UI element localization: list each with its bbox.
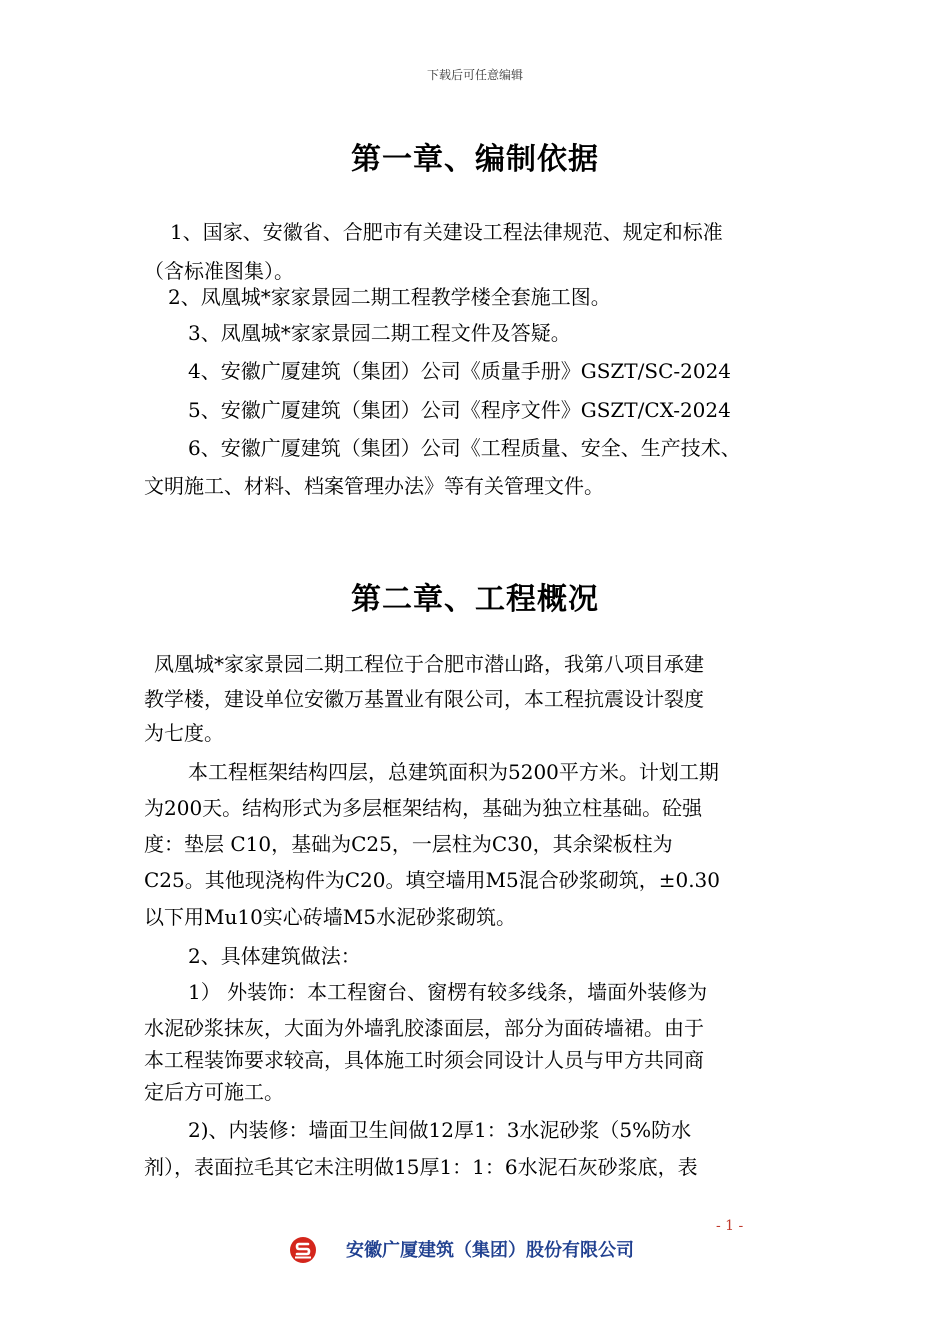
ch2-line-5: 为200天。结构形式为多层框架结构，基础为独立柱基础。砼强 (144, 796, 703, 820)
footer-company-name: 安徽广厦建筑（集团）股份有限公司 (346, 1240, 634, 1261)
ch2-line-13: 定后方可施工。 (144, 1080, 284, 1104)
ch1-line-7: 6、安徽广厦建筑（集团）公司《工程质量、安全、生产技术、 (188, 436, 741, 460)
header-note: 下载后可任意编辑 (426, 68, 523, 82)
ch2-line-1: 凤凰城*家家景园二期工程位于合肥市潜山路，我第八项目承建 (154, 652, 704, 676)
ch2-line-11: 水泥砂浆抹灰，大面为外墙乳胶漆面层，部分为面砖墙裙。由于 (144, 1016, 704, 1040)
ch2-line-12: 本工程装饰要求较高，具体施工时须会同设计人员与甲方共同商 (144, 1048, 704, 1072)
ch1-line-2: （含标准图集）。 (144, 259, 294, 283)
ch2-line-9: 2、具体建筑做法： (188, 944, 361, 968)
ch2-line-14: 2)、内装修：墙面卫生间做12厚1：3水泥砂浆（5%防水 (188, 1118, 692, 1142)
chapter-1-title: 第一章、编制依据 (351, 142, 599, 177)
company-logo-icon (289, 1236, 317, 1264)
chapter-2-title: 第二章、工程概况 (351, 582, 599, 617)
ch2-line-6: 度：垫层 C10，基础为C25，一层柱为C30，其余梁板柱为 (144, 832, 673, 856)
ch2-line-7: C25。其他现浇构件为C20。填空墙用M5混合砂浆砌筑，±0.30 (144, 868, 720, 892)
ch1-line-1: 1、国家、安徽省、合肥市有关建设工程法律规范、规定和标准 (170, 220, 723, 244)
ch1-line-6: 5、安徽广厦建筑（集团）公司《程序文件》GSZT/CX-2024 (188, 398, 731, 422)
ch2-line-2: 教学楼，建设单位安徽万基置业有限公司，本工程抗震设计裂度 (144, 687, 704, 711)
ch2-line-4: 本工程框架结构四层，总建筑面积为5200平方米。计划工期 (188, 760, 719, 784)
ch1-line-8: 文明施工、材料、档案管理办法》等有关管理文件。 (144, 474, 604, 498)
ch1-line-5: 4、安徽广厦建筑（集团）公司《质量手册》GSZT/SC-2024 (188, 359, 732, 383)
ch1-line-3: 2、凤凰城*家家景园二期工程教学楼全套施工图。 (168, 285, 611, 309)
page-number: - 1 - (716, 1218, 744, 1234)
ch2-line-10: 1） 外装饰：本工程窗台、窗楞有较多线条，墙面外装修为 (188, 980, 708, 1004)
ch2-line-3: 为七度。 (144, 721, 224, 745)
ch1-line-4: 3、凤凰城*家家景园二期工程文件及答疑。 (188, 321, 571, 345)
ch2-line-15: 剂），表面拉毛其它未注明做15厚1：1：6水泥石灰砂浆底，表 (144, 1155, 698, 1179)
ch2-line-8: 以下用Mu10实心砖墙M5水泥砂浆砌筑。 (144, 905, 517, 929)
